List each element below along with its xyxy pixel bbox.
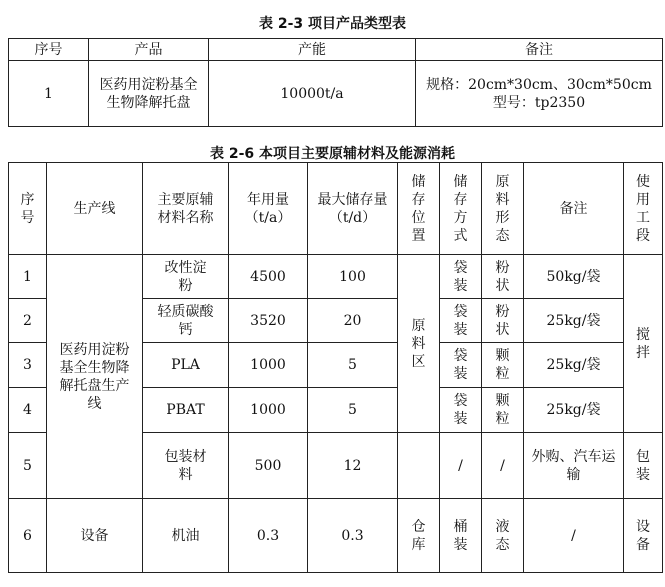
cell-stage: 设备 [624, 499, 663, 573]
cell-form: 粉状 [482, 255, 524, 299]
cell-method: 袋装 [440, 255, 482, 299]
cell-line: 设备 [47, 499, 143, 573]
header-line: 生产线 [47, 163, 143, 255]
table-row [9, 61, 663, 127]
cell-no: 1 [9, 255, 47, 299]
cell-no: 1 [9, 61, 89, 127]
cell-no: 5 [9, 433, 47, 499]
header-note: 备注 [416, 39, 663, 61]
cell-material: 包装材料 [143, 433, 229, 499]
cell-note: 25kg/袋 [524, 343, 624, 388]
cell-stage-group: 搅拌 [624, 255, 663, 433]
cell-annual: 1000 [229, 388, 308, 433]
header-product: 产品 [89, 39, 209, 61]
cell-method: 袋装 [440, 343, 482, 388]
cell-max: 5 [308, 388, 398, 433]
cell-no: 3 [9, 343, 47, 388]
cell-line-group: 医药用淀粉基全生物降解托盘生产线 [47, 255, 143, 499]
cell-material: 轻质碳酸钙 [143, 299, 229, 343]
product-type-table [8, 38, 663, 127]
cell-note: 25kg/袋 [524, 388, 624, 433]
cell-annual: 1000 [229, 343, 308, 388]
header-no: 序号 [9, 39, 89, 61]
table-row [9, 255, 663, 299]
cell-no: 2 [9, 299, 47, 343]
cell-material: PBAT [143, 388, 229, 433]
cell-note: 外购、汽车运输 [524, 433, 624, 499]
cell-location-group: 原料区 [398, 255, 440, 433]
cell-form: 颗粒 [482, 388, 524, 433]
cell-annual: 500 [229, 433, 308, 499]
cell-form: 液态 [482, 499, 524, 573]
cell-annual: 4500 [229, 255, 308, 299]
cell-material: 改性淀粉 [143, 255, 229, 299]
cell-method: 袋装 [440, 299, 482, 343]
cell-form: 粉状 [482, 299, 524, 343]
table-2-6-title: 表 2-6 本项目主要原辅材料及能源消耗 [209, 146, 456, 162]
cell-note [416, 61, 663, 127]
cell-note: / [524, 499, 624, 573]
cell-method: / [440, 433, 482, 499]
cell-annual: 0.3 [229, 499, 308, 573]
cell-note: 25kg/袋 [524, 299, 624, 343]
cell-method: 桶装 [440, 499, 482, 573]
cell-form: 颗粒 [482, 343, 524, 388]
cell-max: 5 [308, 343, 398, 388]
header-method: 储存方式 [440, 163, 482, 255]
header-material: 主要原辅材料名称 [143, 163, 229, 255]
header-note: 备注 [524, 163, 624, 255]
cell-product: 医药用淀粉基全生物降解托盘 [89, 61, 209, 127]
cell-no: 6 [9, 499, 47, 573]
cell-max: 100 [308, 255, 398, 299]
cell-annual: 3520 [229, 299, 308, 343]
cell-max: 20 [308, 299, 398, 343]
note-model: 型号：tp2350 [492, 94, 586, 111]
header-annual: 年用量（t/a） [229, 163, 308, 255]
cell-stage: 包装 [624, 433, 663, 499]
cell-form: / [482, 433, 524, 499]
header-stage: 使用工段 [624, 163, 663, 255]
cell-max: 12 [308, 433, 398, 499]
cell-note: 50kg/袋 [524, 255, 624, 299]
cell-location: 仓库 [398, 499, 440, 573]
header-form: 原料形态 [482, 163, 524, 255]
cell-capacity: 10000t/a [209, 61, 416, 127]
cell-material: 机油 [143, 499, 229, 573]
header-capacity: 产能 [209, 39, 416, 61]
cell-max: 0.3 [308, 499, 398, 573]
cell-method: 袋装 [440, 388, 482, 433]
table-2-3-title: 表 2-3 项目产品类型表 [258, 16, 407, 32]
header-location: 储存位置 [398, 163, 440, 255]
raw-material-table [8, 162, 663, 573]
header-max-storage: 最大储存量（t/d） [308, 163, 398, 255]
cell-no: 4 [9, 388, 47, 433]
header-no: 序号 [9, 163, 47, 255]
cell-material: PLA [143, 343, 229, 388]
table-row [9, 499, 663, 573]
note-spec: 规格：20cm*30cm、30cm*50cm [426, 76, 652, 93]
